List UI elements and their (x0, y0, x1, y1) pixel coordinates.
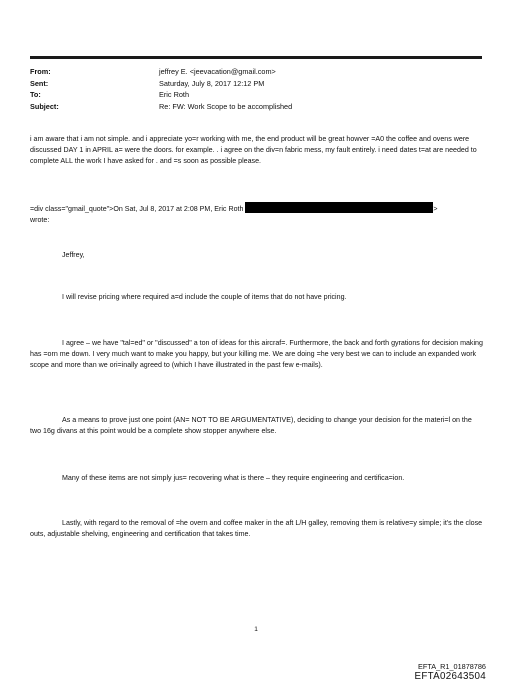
subject-row (30, 101, 482, 113)
from-value: jeffrey E. <jeevacation@gmail.com> (159, 67, 276, 76)
quote-wrote: wrote: (30, 215, 50, 224)
to-row (30, 89, 482, 101)
quoted-paragraph-ideas: I agree – we have "tal=ed" or "discussed" a ton of ideas for this aircraf=. Furthermore, the back and forth gyrations for decision making has =orn me down. I very much want to make you happy, but your killing me. We are doing =he very best we can to include an expanded work scope and more than we ori=inally agreed to (which I have illustrated in the past few e-mails). (30, 339, 483, 369)
email-header (30, 66, 482, 112)
to-value: Eric Roth (159, 90, 190, 100)
quoted-paragraph-engineering: Many of these items are not simply jus= recovering what is there – they require engineering and certifica=ion. (62, 474, 405, 482)
sent-value: Saturday, July 8, 2017 12:12 PM (159, 78, 265, 88)
subject-value: Re: FW: Work Scope to be accomplished (159, 101, 293, 111)
quote-attribution-text: =div class="gmail_quote">On Sat, Jul 8, 2017 at 2:08 PM, Eric Roth (30, 205, 244, 213)
sent-label: Sent: (30, 78, 49, 88)
bates-footer (415, 662, 487, 682)
to-label: To: (30, 90, 41, 100)
reply-paragraph: i am aware that i am not simple. and i appreciate yo=r working with me, the end product will be great howver =A0 the coffee and ovens were discussed DAY 1 in APRIL a= were the doors. for example. . i agree on the div=n fabric mess, my fault entirely. i need dates t=at are needed to complete ALL the work I have asked for . and =s soon as possible please. (30, 135, 477, 165)
quoted-paragraph-divans: As a means to prove just one point (AN= NOT TO BE ARGUMENTATIVE), deciding to change your decision for the materi=l on the two 16g divans at this point would be a complete show stopper anywhere else. (30, 416, 472, 435)
quoted-paragraph-pricing: I will revise pricing where required a=d include the couple of items that do not have pricing. (62, 293, 347, 301)
header-divider (30, 56, 482, 59)
quote-attribution-close: > (433, 205, 438, 213)
quote-attribution (30, 202, 484, 226)
page-number: 1 (254, 626, 258, 633)
bates-id-2: EFTA02643504 (414, 671, 486, 682)
redaction-block (245, 202, 433, 213)
quoted-paragraph-galley: Lastly, with regard to the removal of =he overn and coffee maker in the aft L/H galley, removing them is relative=y simple; it's the close outs, adjustable shelving, engineering and certification that takes time. (30, 519, 483, 538)
bates-id-1: EFTA_R1_01878786 (417, 662, 486, 671)
subject-label: Subject: (30, 101, 59, 111)
from-row (30, 66, 482, 78)
sent-row (30, 78, 482, 90)
from-label: From: (30, 67, 51, 76)
salutation: Jeffrey, (62, 251, 85, 259)
